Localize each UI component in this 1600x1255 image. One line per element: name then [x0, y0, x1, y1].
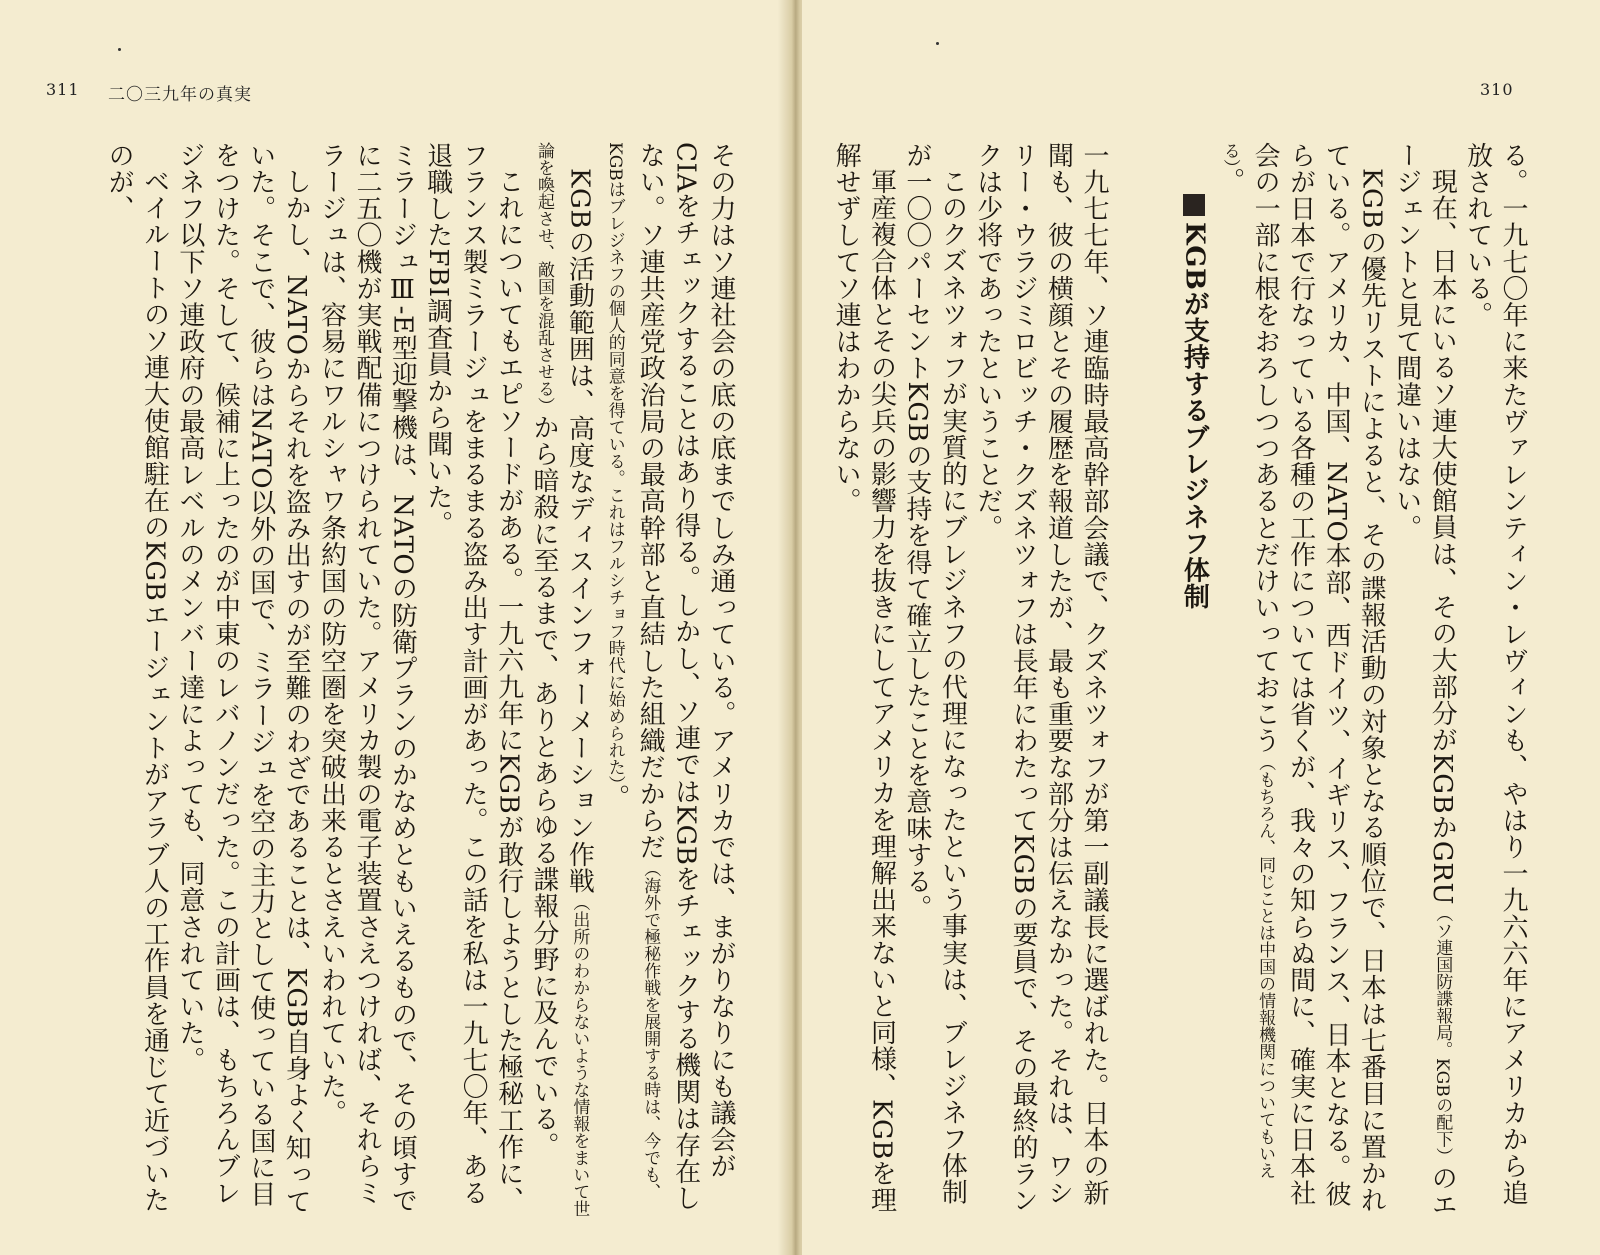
paragraph-text: 一九七七年、ソ連臨時最高幹部会議で、クズネツォフが第一副議長に選ばれた。日本の新聞も、彼の横顔とその履歴を報道したが、最も重要な部分は伝えなかった。それは、ワシリー・ウラジミロビッチ・クズネツォフは長年にわたってKGBの要員で、その最終的ランクは少将であったということだ。 [972, 142, 1109, 1214]
heading-spacer [1111, 142, 1141, 1222]
paragraph [1459, 142, 1530, 1222]
paragraph [828, 142, 899, 1222]
paragraph-text: る。一九七〇年に来たヴァレンティン・レヴィンも、やはり一九六六年にアメリカから追放されている。 [1462, 142, 1528, 1206]
parenthetical-note: （ソ連国防諜報局。KGBの配下） [1432, 904, 1453, 1165]
parenthetical-note: （海外で極秘作戦を展開する時は、今でも、KGBはブレジネフの個人的同意を得ている。これはフルシチョフ時代に始められた） [604, 142, 661, 1201]
left-body-text [50, 142, 738, 1222]
paragraph [1388, 142, 1459, 1222]
paragraph-text: ミラージュⅢ-E型迎撃機は、NATOの防衛プランのかなめともいえるもので、その頃すでに二五〇機が実戦配備につけられていた。アメリカ製の電子装置さえつければ、それらミラージュは、容易にワルシャワ条約国の防空圏を突破出来るとさえいわれていた。 [316, 142, 418, 1214]
paragraph-text: ベイルートのソ連大使館駐在のKGBエージェントがアラブ人の工作員を通じて近づいたのが、 [104, 142, 170, 1214]
section-heading [1176, 142, 1211, 1222]
paragraph-text: しかし、NATOからそれを盗み出すのが至難のわざであることは、KGB自身よく知っていた。そこで、彼らはNATO以外の国で、ミラージュを空の主力として使っている国に目をつけた。そして、候補に上ったのが中東のレバノンだった。この計画は、もちろんブレジネフ以下ソ連政府の最高レベルのメンバー達によっても、同意されていた。 [174, 142, 312, 1215]
paragraph-text: KGBの活動範囲は、高度なディスインフォーメーション作戦 [564, 168, 595, 895]
running-title: 二〇三九年の真実 [108, 85, 252, 105]
paragraph-tail: 。 [599, 784, 630, 811]
paragraph-tail: のエージェントと見て間違いはない。 [1391, 142, 1458, 1218]
section-heading-text: KGBが支持するブレジネフ体制 [1179, 222, 1210, 610]
page-number-left: 311 [46, 80, 80, 99]
paper-speck [936, 42, 939, 45]
paper-speck [118, 48, 121, 51]
paragraph [419, 142, 525, 1222]
parenthetical-note: （出所のわからないような情報をまいて世論を喚起させ、敵国を混乱させる） [533, 142, 590, 1218]
heading-square-icon [1183, 194, 1205, 216]
paragraph [596, 142, 738, 1222]
paragraph [899, 142, 970, 1222]
paragraph-text: 軍産複合体とその尖兵の影響力を抜きにしてアメリカを理解出来ないと同様、KGBを理解せずしてソ連はわからない。 [831, 142, 897, 1214]
paragraph-text: このクズネツォフが実質的にブレジネフの代理になったという事実は、ブレジネフ体制が一〇〇パーセントKGBの支持を得て確立したことを意味する。 [901, 142, 968, 1206]
paragraph-tail: 。 [1214, 167, 1245, 195]
left-page [0, 0, 788, 1255]
paragraph [526, 142, 597, 1222]
paragraph-text: これについてもエピソードがある。一九六九年にKGBが敢行しようとした極秘工作に、フランス製ミラージュをまるまる盗み出す計画があった。この話を私は一九七〇年、ある退職したFBI調査員から聞いた。 [422, 142, 524, 1214]
paragraph-tail: から暗殺に至るまで、ありとあらゆる諜報分野に及んでいる。 [528, 414, 559, 1159]
paragraph [101, 142, 172, 1222]
paragraph [172, 142, 314, 1222]
paragraph-text: その力はソ連社会の底の底までしみ通っている。アメリカでは、まがりなりにも議会がCIAをチェックすることはあり得る。しかし、ソ連ではKGBをチェックする機関は存在しない。ソ連共産党政治局の最高幹部と直結した組織だからだ [635, 142, 736, 1212]
paragraph [313, 142, 419, 1222]
paragraph [969, 142, 1111, 1222]
right-page [802, 0, 1600, 1255]
page-number-right: 310 [1480, 80, 1514, 99]
paragraph-text: KGBの優先リストによると、その諜報活動の対象となる順位で、日本は七番目に置かれている。アメリカ、中国、NATO本部、西ドイツ、イギリス、フランス、日本となる。彼らが日本で行なっている各種の工作については省くが、我々の知らぬ間に、確実に日本社会の一部に根をおろしつつあるとだけいっておこう [1250, 142, 1387, 1214]
paragraph-text: 現在、日本にいるソ連大使館員は、その大部分がKGBかGRU [1427, 168, 1458, 905]
parenthetical-note: （もちろん、同じことは中国の情報機関についてもいえる） [1219, 142, 1276, 1179]
paragraph [1211, 142, 1388, 1222]
right-body-text [822, 142, 1530, 1222]
